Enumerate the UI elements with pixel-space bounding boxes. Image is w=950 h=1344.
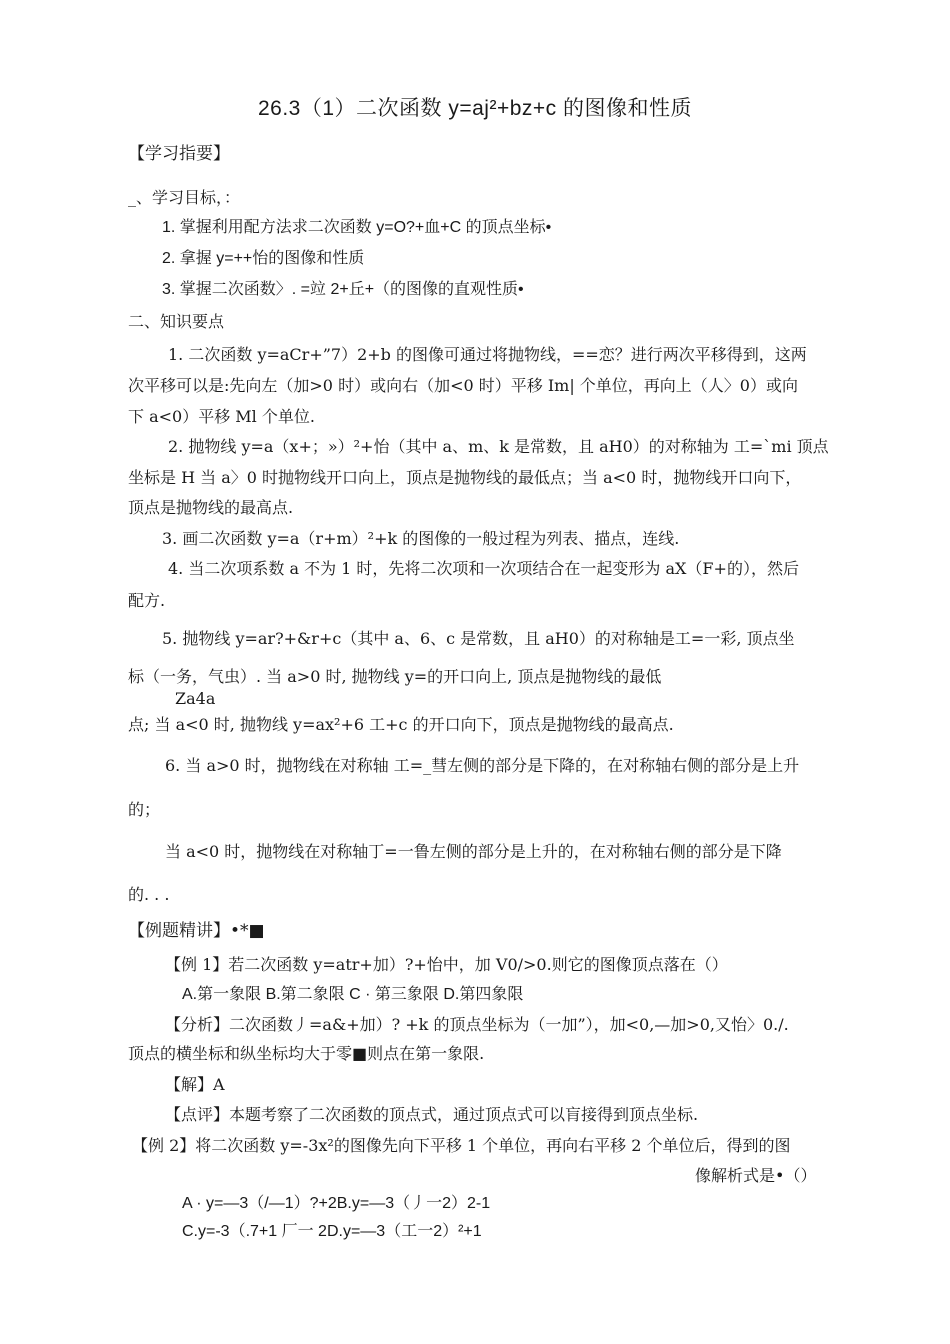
knowledge-point-6-line: 的. . . bbox=[128, 885, 170, 904]
example-1-analysis-line: 顶点的横坐标和纵坐标均大于零■则点在第一象限. bbox=[128, 1044, 485, 1063]
knowledge-point-5-line: 点; 当 a<0 时, 抛物线 y=ax²+6 工+c 的开口向下，顶点是抛物线的最高点. bbox=[128, 715, 674, 734]
example-2-question-line: 像解析式是•（） bbox=[695, 1166, 817, 1185]
section-heading-guide: 【学习指要】 bbox=[128, 144, 230, 164]
page-title: 26.3（1）二次函数 y=aj²+bz+c 的图像和性质 bbox=[257, 97, 693, 120]
knowledge-point-3: 3. 画二次函数 y=a（r+m）²+k 的图像的一般过程为列表、描点，连线. bbox=[162, 529, 680, 548]
knowledge-point-1-line: 1. 二次函数 y=aCr+”7）2+b 的图像可通过将抛物线，==恋？进行两次平移得到，这两 bbox=[168, 345, 807, 364]
example-1-solution: 【解】A bbox=[165, 1075, 225, 1094]
knowledge-heading: 二、知识要点 bbox=[128, 312, 225, 331]
example-1-options: A.第一象限 B.第二象限 C · 第三象限 D.第四象限 bbox=[182, 986, 524, 1003]
goal-item: 2. 拿握 y=++怡的图像和性质 bbox=[162, 250, 365, 267]
example-1-analysis-line: 【分析】二次函数丿=a&+加）? +k 的顶点坐标为（一加”），加<0,—加>0,又怡〉0./. bbox=[165, 1015, 789, 1034]
knowledge-point-4-line: 配方. bbox=[128, 591, 166, 610]
example-2-question-line: 【例 2】将二次函数 y=-3x²的图像先向下平移 1 个单位，再向右平移 2 个单位后，得到的图 bbox=[132, 1136, 791, 1155]
knowledge-point-1-line: 次平移可以是:先向左（加>0 时）或向右（加<0 时）平移 Im| 个单位，再向上（人〉0）或向 bbox=[128, 376, 798, 395]
knowledge-point-2-line: 坐标是 H 当 a〉0 时抛物线开口向上，顶点是抛物线的最低点；当 a<0 时，抛物线开口向下， bbox=[128, 468, 802, 487]
example-2-option: C.y=-3（.7+1 厂一 2D.y=—3（工一2）²+1 bbox=[182, 1223, 482, 1240]
goals-heading: _、学习目标，： bbox=[128, 188, 241, 207]
knowledge-point-5-line: 5. 抛物线 y=ar?+&r+c（其中 a、6、c 是常数，且 aH0）的对称轴是工=一彩, 顶点坐 bbox=[162, 629, 795, 648]
knowledge-point-1-line: 下 a<0）平移 Ml 个单位. bbox=[128, 407, 315, 426]
knowledge-point-2-line: 顶点是抛物线的最高点. bbox=[128, 498, 294, 517]
goal-item: 3. 掌握二次函数〉. =竝 2+丘+（的图像的直观性质• bbox=[162, 281, 524, 298]
knowledge-point-6-line: 当 a<0 时，抛物线在对称轴丁=一鲁左侧的部分是上升的，在对称轴右侧的部分是下降 bbox=[165, 842, 782, 861]
goal-item: 1. 掌握利用配方法求二次函数 y=O?+血+C 的顶点坐标• bbox=[162, 219, 552, 236]
example-1-question: 【例 1】若二次函数 y=atr+加）?+怡中，加 V0/>0.则它的图像顶点落在（） bbox=[165, 955, 728, 974]
knowledge-point-6-line: 6. 当 a>0 时，抛物线在对称轴 工=_彗左侧的部分是下降的，在对称轴右侧的部分是上升 bbox=[165, 756, 800, 775]
example-1-comment: 【点评】本题考察了二次函数的顶点式，通过顶点式可以肓接得到顶点坐标. bbox=[165, 1105, 699, 1124]
knowledge-point-5-line: 标（一务，气虫）. 当 a>0 时, 抛物线 y=的开口向上, 顶点是抛物线的最低 bbox=[128, 667, 662, 686]
section-heading-examples: 【例题精讲】•*■ bbox=[128, 921, 265, 941]
knowledge-point-5-fragment: Za4a bbox=[175, 689, 216, 708]
example-2-option: A · y=—3（/—1）?+2B.y=—3（丿一2）2-1 bbox=[182, 1195, 491, 1212]
knowledge-point-6-line: 的； bbox=[128, 800, 161, 819]
knowledge-point-4-line: 4. 当二次项系数 a 不为 1 时，先将二次项和一次项结合在一起变形为 aX（F+的），然后 bbox=[168, 559, 799, 578]
knowledge-point-2-line: 2. 抛物线 y=a（x+；»）²+怡（其中 a、m、k 是常数，且 aH0）的对称轴为 工=ˋmi 顶点 bbox=[168, 437, 829, 456]
